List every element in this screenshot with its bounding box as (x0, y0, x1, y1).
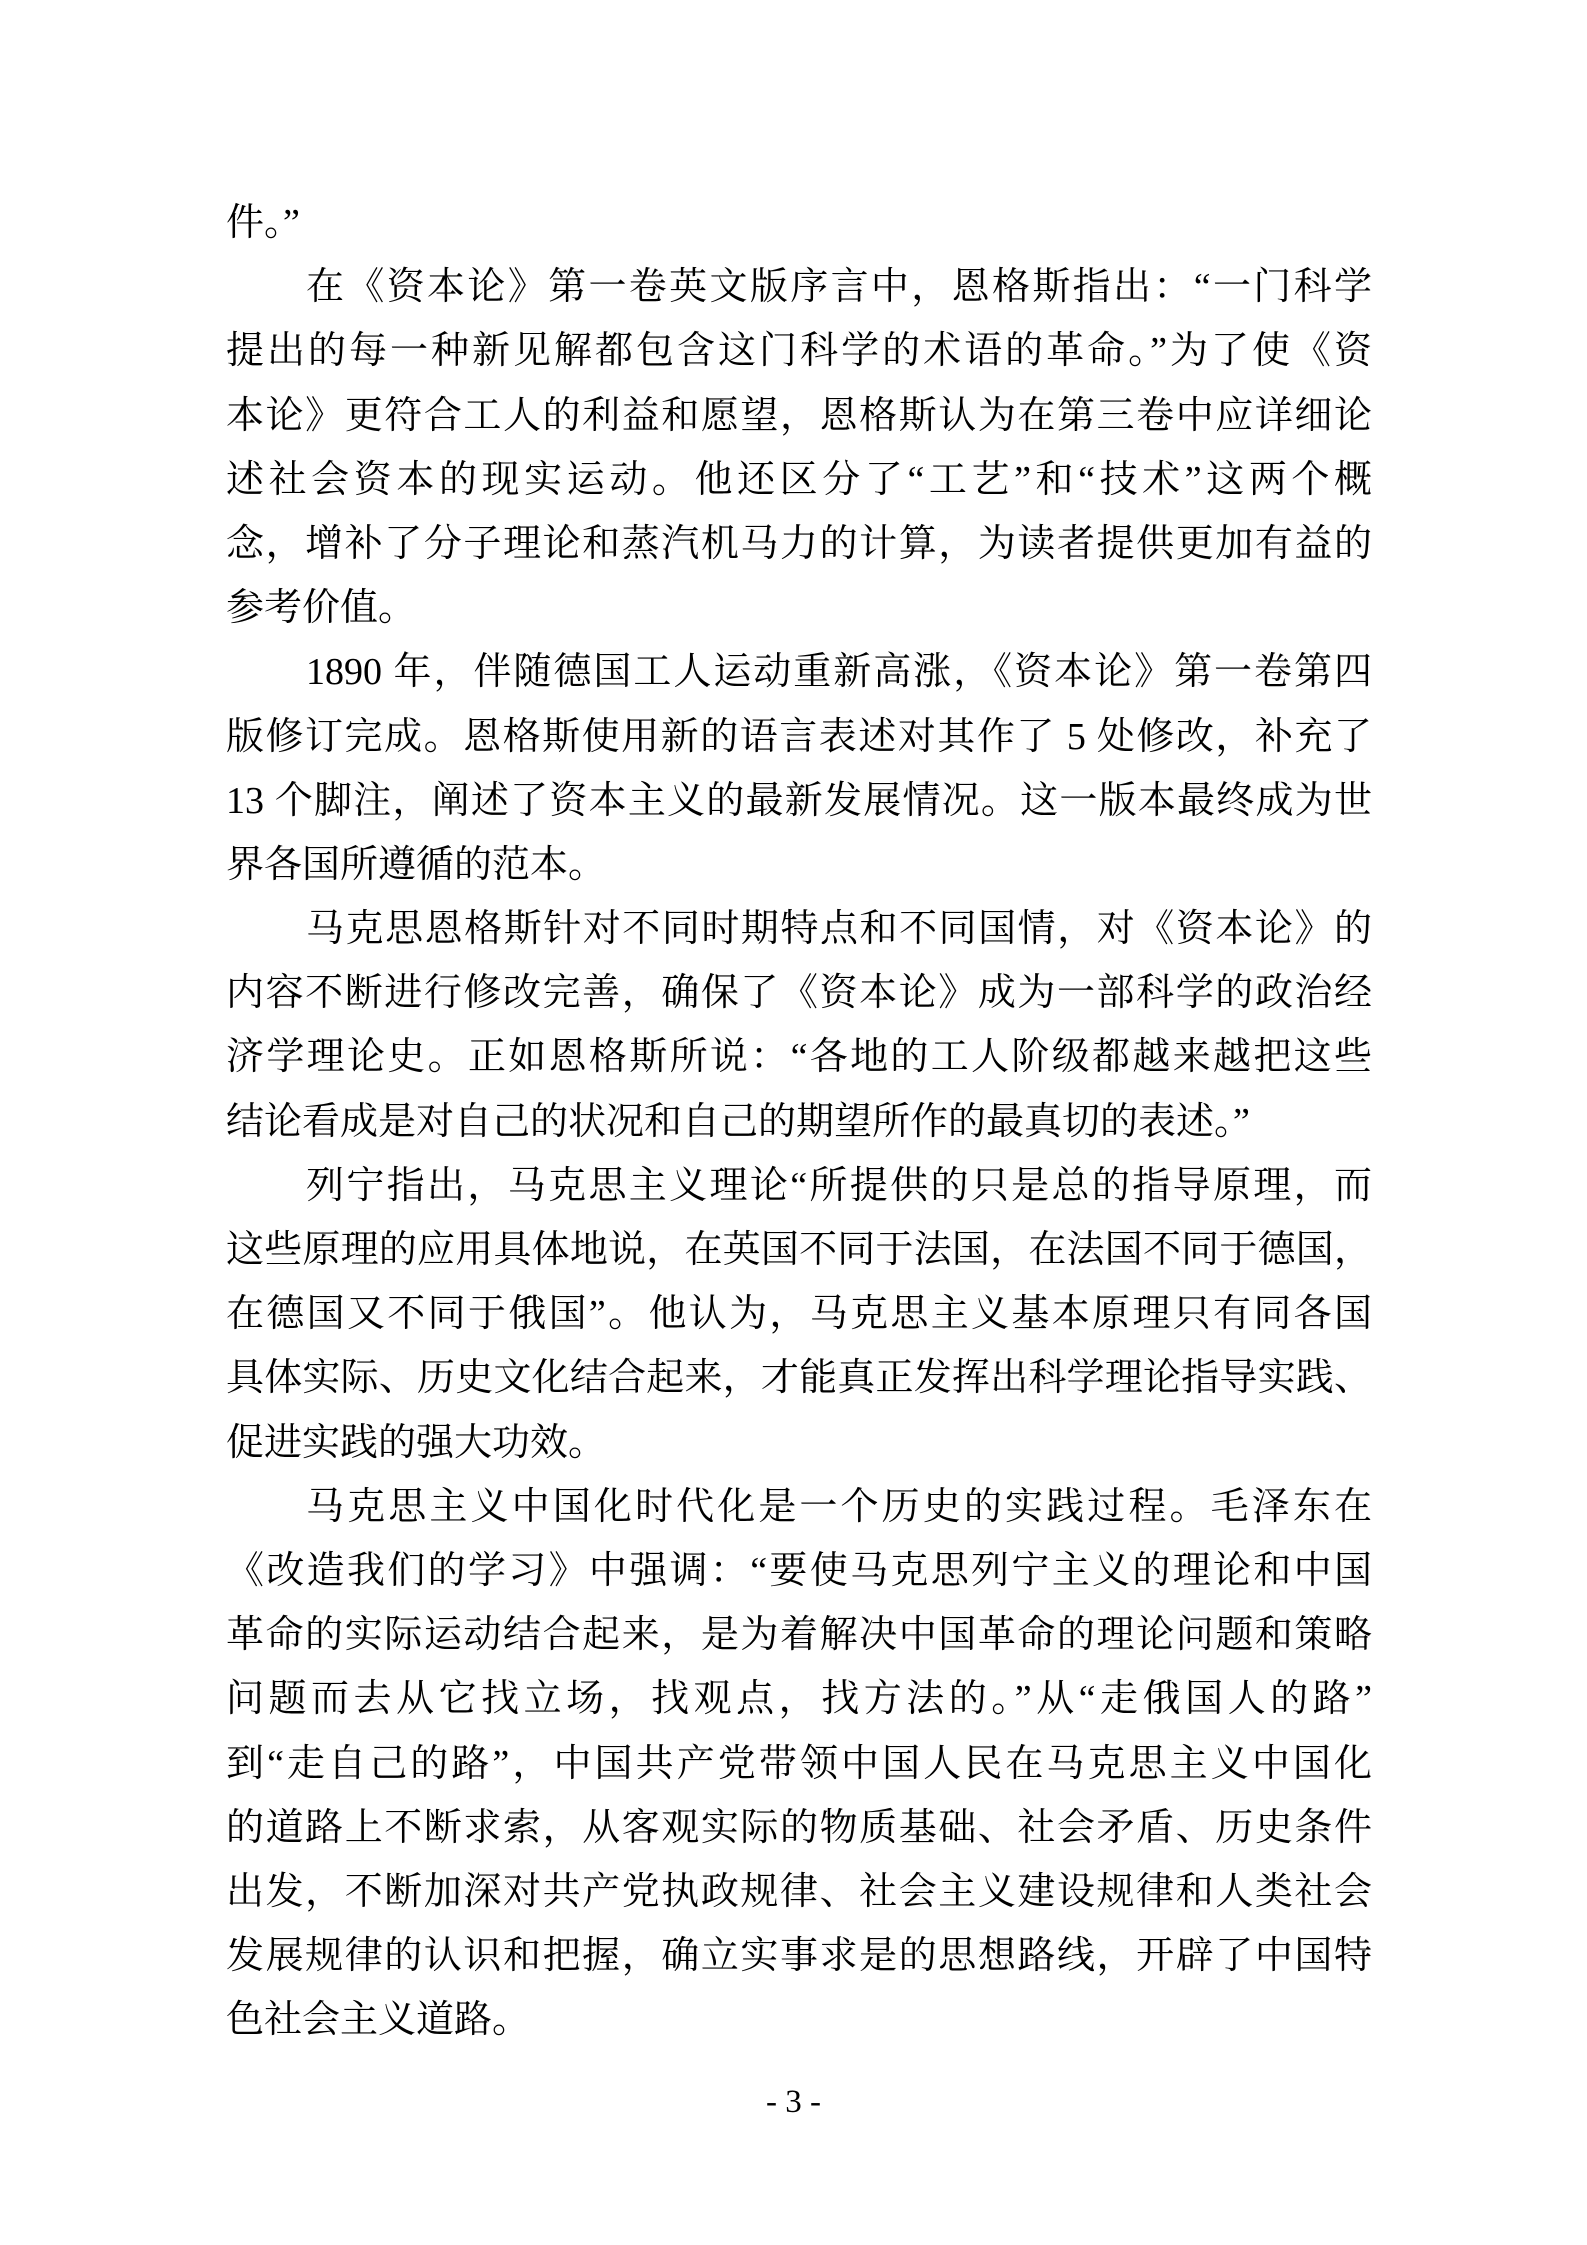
text-line: 在德国又不同于俄国”。他认为，马克思主义基本原理只有同各国 (226, 1293, 1372, 1336)
text-line: 促进实践的强大功效。 (226, 1421, 607, 1464)
paragraph (226, 255, 1372, 640)
text-line: 参考价值。 (226, 587, 417, 630)
text-line: 具体实际、历史文化结合起来，才能真正发挥出科学理论指导实践、 (226, 1357, 1372, 1400)
text-line: 在《资本论》第一卷英文版序言中，恩格斯指出：“一门科学 (306, 266, 1372, 309)
text-line: 革命的实际运动结合起来，是为着解决中国革命的理论问题和策略 (226, 1614, 1372, 1657)
text-line: 马克思恩格斯针对不同时期特点和不同国情，对《资本论》的 (306, 908, 1372, 951)
text-line: 到“走自己的路”，中国共产党带领中国人民在马克思主义中国化 (226, 1742, 1372, 1785)
text-line: 马克思主义中国化时代化是一个历史的实践过程。毛泽东在 (306, 1485, 1372, 1528)
text-line: 1890 年，伴随德国工人运动重新高涨，《资本论》第一卷第四 (306, 651, 1372, 694)
text-line: 本论》更符合工人的利益和愿望，恩格斯认为在第三卷中应详细论 (226, 394, 1372, 437)
paragraph (226, 1154, 1372, 1475)
text-line: 述社会资本的现实运动。他还区分了“工艺”和“技术”这两个概 (226, 458, 1372, 501)
text-line: 界各国所遵循的范本。 (226, 843, 607, 886)
document-body (226, 191, 1372, 2052)
text-line: 色社会主义道路。 (226, 1999, 531, 2042)
paragraph (226, 1475, 1372, 2053)
text-line: 结论看成是对自己的状况和自己的期望所作的最真切的表述。” (226, 1100, 1250, 1143)
text-line: 件。” (226, 202, 300, 244)
text-line: 内容不断进行修改完善，确保了《资本论》成为一部科学的政治经 (226, 972, 1372, 1015)
text-line: 《改造我们的学习》中强调：“要使马克思列宁主义的理论和中国 (226, 1549, 1372, 1592)
page-number: - 3 - (766, 2084, 821, 2120)
text-line: 出发，不断加深对共产党执政规律、社会主义建设规律和人类社会 (226, 1870, 1372, 1913)
text-line: 济学理论史。正如恩格斯所说：“各地的工人阶级都越来越把这些 (226, 1036, 1372, 1079)
text-line: 的道路上不断求索，从客观实际的物质基础、社会矛盾、历史条件 (226, 1806, 1372, 1849)
text-line: 提出的每一种新见解都包含这门科学的术语的革命。”为了使《资 (226, 330, 1372, 373)
paragraph (226, 640, 1372, 897)
text-line: 发展规律的认识和把握，确立实事求是的思想路线，开辟了中国特 (226, 1935, 1372, 1978)
paragraph (226, 897, 1372, 1154)
text-line: 念，增补了分子理论和蒸汽机马力的计算，为读者提供更加有益的 (226, 522, 1372, 565)
paragraph (226, 191, 1372, 255)
text-line: 问题而去从它找立场，找观点，找方法的。”从“走俄国人的路” (226, 1678, 1372, 1721)
text-line: 13 个脚注，阐述了资本主义的最新发展情况。这一版本最终成为世 (226, 779, 1372, 822)
text-line: 版修订完成。恩格斯使用新的语言表述对其作了 5 处修改，补充了 (226, 715, 1372, 758)
text-line: 这些原理的应用具体地说，在英国不同于法国，在法国不同于德国， (226, 1229, 1372, 1271)
text-line: 列宁指出，马克思主义理论“所提供的只是总的指导原理，而 (306, 1164, 1372, 1207)
